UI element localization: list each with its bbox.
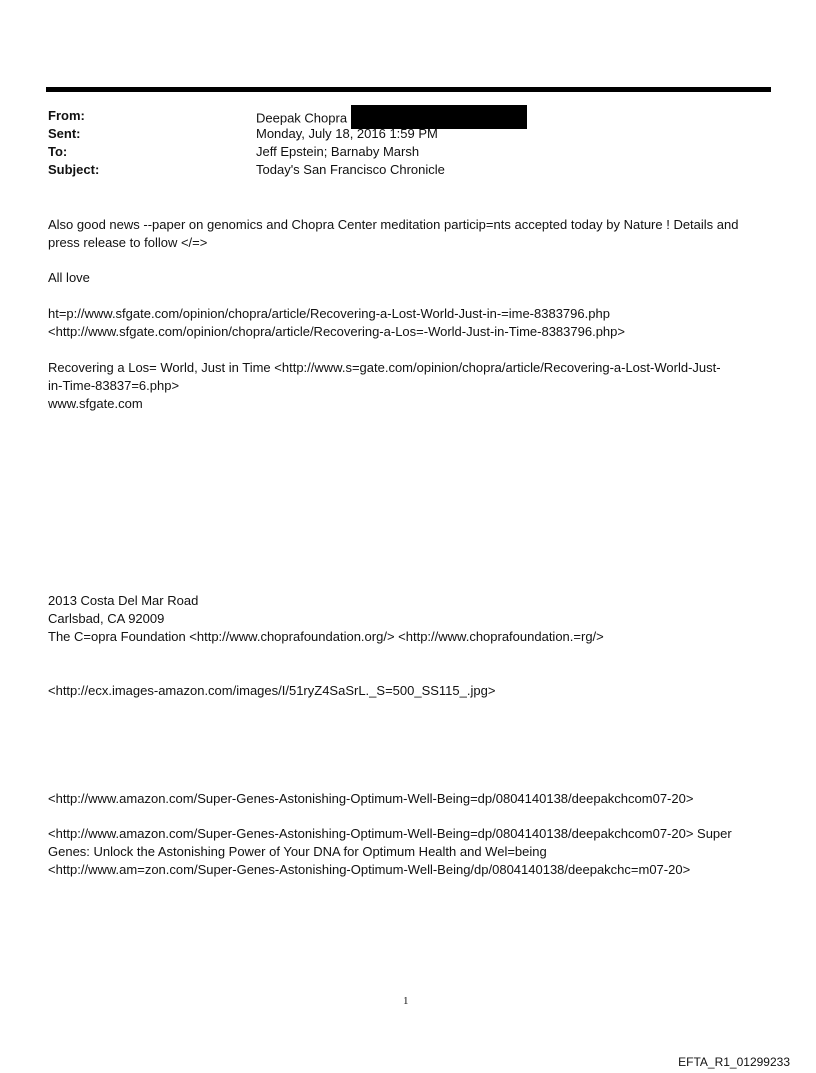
body-link[interactable]: ht=p://www.sfgate.com/opinion/chopra/article/Recovering-a-Lost-World-Just-in-=ime-8383796.php [48, 306, 610, 321]
page-number: 1 [403, 995, 409, 1007]
amazon-link: <http://www.amazon.com/Super-Genes-Astonishing-Optimum-Well-Being=dp/0804140138/deepakchcom07-20> Super [48, 826, 732, 841]
from-name: Deepak Chopra [256, 110, 348, 126]
document-id: EFTA_R1_01299233 [678, 1055, 790, 1069]
body-line: Also good news --paper on genomics and Chopra Center meditation particip=nts accepted today by Nature ! Details and [48, 217, 739, 232]
body-link[interactable]: www.sfgate.com [48, 396, 143, 411]
body-line: in-Time-83837=6.php> [48, 378, 180, 393]
sent-value: Monday, July 18, 2016 1:59 PM [256, 126, 438, 141]
sent-label: Sent: [48, 126, 81, 141]
body-link[interactable]: <http://www.sfgate.com/opinion/chopra/article/Recovering-a-Los=-World-Just-in-Time-8383796.php> [48, 324, 625, 339]
foundation-line: The C=opra Foundation <http://www.choprafoundation.org/> <http://www.choprafoundation.=rg/> [48, 629, 604, 644]
body-line: Recovering a Los= World, Just in Time <http://www.s=gate.com/opinion/chopra/article/Recovering-a-Lost-World-Just- [48, 360, 721, 375]
subject-value: Today's San Francisco Chronicle [256, 162, 445, 177]
amazon-link[interactable]: <http://www.am=zon.com/Super-Genes-Astonishing-Optimum-Well-Being/dp/0804140138/deepakchc=m07-20> [48, 862, 691, 877]
subject-label: Subject: [48, 162, 100, 177]
address-line: 2013 Costa Del Mar Road [48, 593, 199, 608]
header-rule [46, 87, 771, 92]
address-line: Carlsbad, CA 92009 [48, 611, 165, 626]
book-title-line: Genes: Unlock the Astonishing Power of Your DNA for Optimum Health and Wel=being [48, 844, 547, 859]
body-line: All love [48, 270, 90, 285]
from-label: From: [48, 108, 85, 123]
image-link[interactable]: <http://ecx.images-amazon.com/images/I/51ryZ4SaSrL._S=500_SS115_.jpg> [48, 683, 496, 698]
to-label: To: [48, 144, 68, 159]
to-value: Jeff Epstein; Barnaby Marsh [256, 144, 420, 159]
amazon-link[interactable]: <http://www.amazon.com/Super-Genes-Astonishing-Optimum-Well-Being=dp/0804140138/deepakchcom07-20> [48, 791, 694, 806]
body-line: press release to follow </=> [48, 235, 208, 250]
